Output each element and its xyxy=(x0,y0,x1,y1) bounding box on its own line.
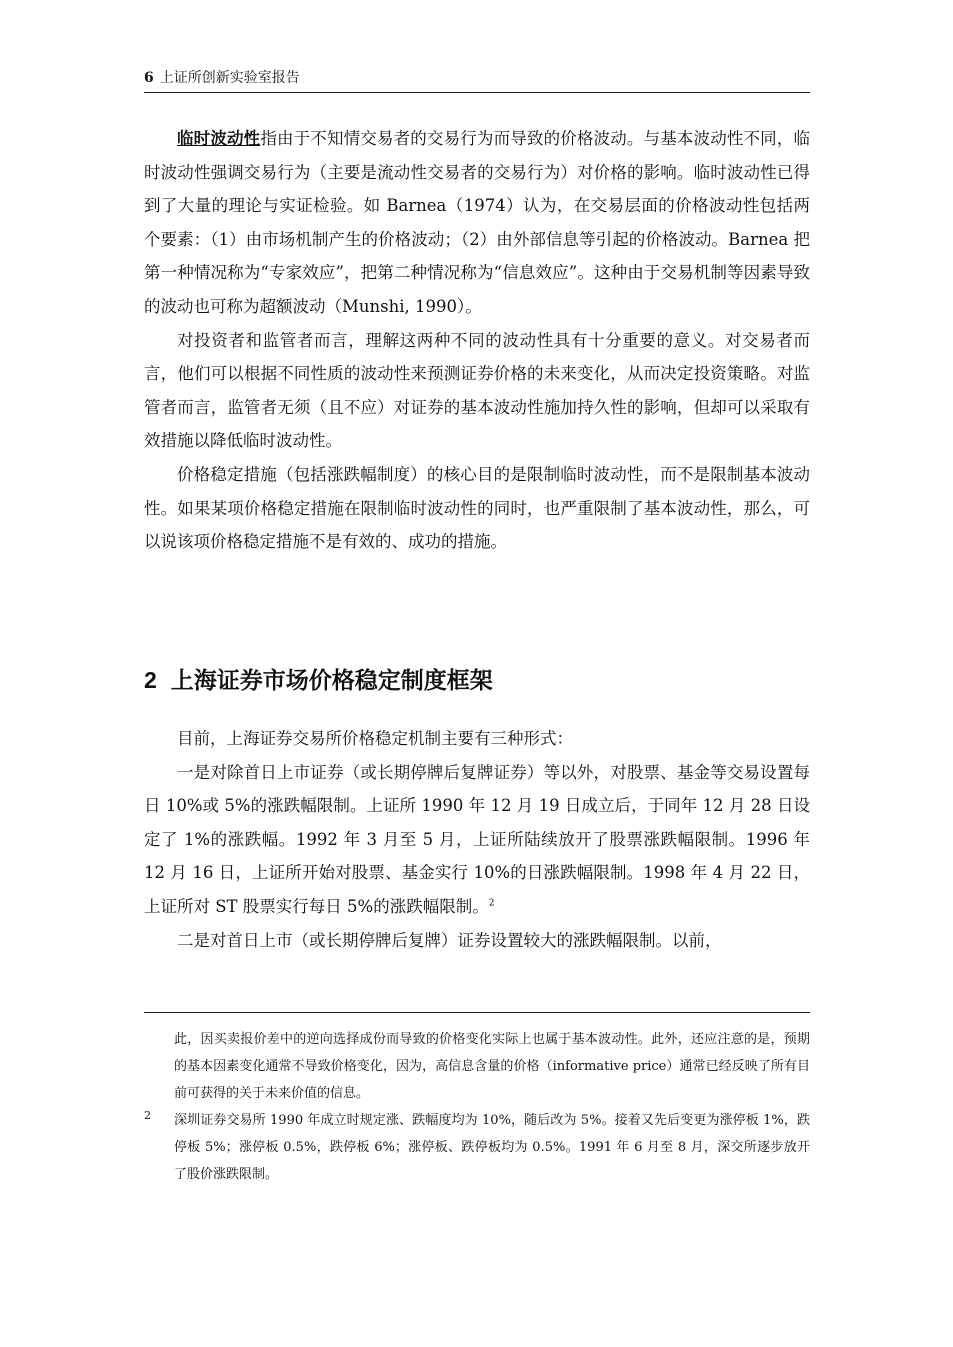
paragraph: 目前，上海证券交易所价格稳定机制主要有三种形式： xyxy=(177,729,573,748)
section-heading xyxy=(144,662,810,698)
paragraph: 对投资者和监管者而言，理解这两种不同的波动性具有十分重要的意义。对交易者而言，他们可以根据不同性质的波动性来预测证券价格的未来变化，从而决定投资策略。对监管者而言，监管者无须（且不应）对证券的基本波动性施加持久性的影响，但却可以采取有效措施以降低临时波动性。 xyxy=(144,330,810,451)
footnote-mark: 2 xyxy=(144,1109,151,1122)
footnotes xyxy=(144,1026,810,1188)
report-title: 上证所创新实验室报告 xyxy=(159,70,300,86)
defined-term: 临时波动性 xyxy=(177,129,261,148)
footnote-continued: 此，因买卖报价差中的逆向选择成份而导致的价格变化实际上也属于基本波动性。此外，还应注意的是，预期的基本因素变化通常不导致价格变化，因为，高信息含量的价格（informative price）通常已经反映了所有目前可获得的关于未来价值的信息。 xyxy=(174,1032,810,1101)
footnote-ref[interactable]: 2 xyxy=(488,898,495,909)
footnote-text: 深圳证券交易所 1990 年成立时规定涨、跌幅度均为 10%，随后改为 5%。接着又先后变更为涨停板 1%，跌停板 5%；涨停板 0.5%，跌停板 6%；涨停板、跌停板均为 0.5%。1991 年 6 月至 8 月，深交所逐步放开了股价涨跌限制。 xyxy=(174,1113,810,1182)
running-header xyxy=(144,66,810,93)
paragraph xyxy=(144,122,810,324)
paragraph: 价格稳定措施（包括涨跌幅制度）的核心目的是限制临时波动性，而不是限制基本波动性。如果某项价格稳定措施在限制临时波动性的同时，也严重限制了基本波动性，那么，可以说该项价格稳定措施不是有效的、成功的措施。 xyxy=(144,464,810,552)
paragraph-text: 一是对除首日上市证券（或长期停牌后复牌证券）等以外，对股票、基金等交易设置每日 10%或 5%的涨跌幅限制。上证所 1990 年 12 月 19 日成立后，于同年 12 月 28 日设定了 1%的涨跌幅。1992 年 3 月至 5 月，上证所陆续放开了股票涨跌幅限制。1996 年 12 月 16 日，上证所开始对股票、基金实行 10%的日涨跌幅限制。1998 年 4 月 22 日，上证所对 ST 股票实行每日 5%的涨跌幅限制。 xyxy=(144,762,810,916)
paragraph xyxy=(144,756,810,924)
section-title: 上海证券市场价格稳定制度框架 xyxy=(170,667,493,693)
body-text xyxy=(144,122,810,559)
footnote xyxy=(144,1107,810,1188)
section-body xyxy=(144,722,810,957)
page-number: 6 xyxy=(144,70,154,86)
paragraph: 二是对首日上市（或长期停牌后复牌）证券设置较大的涨跌幅限制。以前， xyxy=(177,930,722,950)
paragraph-text: 指由于不知情交易者的交易行为而导致的价格波动。与基本波动性不同，临时波动性强调交易行为（主要是流动性交易者的交易行为）对价格的影响。临时波动性已得到了大量的理论与实证检验。如 Barnea（1974）认为，在交易层面的价格波动性包括两个要素：（1）由市场机制产生的价格波动；（2）由外部信息等引起的价格波动。Barnea 把第一种情况称为“专家效应”，把第二种情况称为“信息效应”。这种由于交易机制等因素导致的波动也可称为超额波动（Munshi, 1990）。 xyxy=(144,129,811,316)
footnote-rule xyxy=(144,1012,810,1013)
section-number: 2 xyxy=(144,667,157,693)
